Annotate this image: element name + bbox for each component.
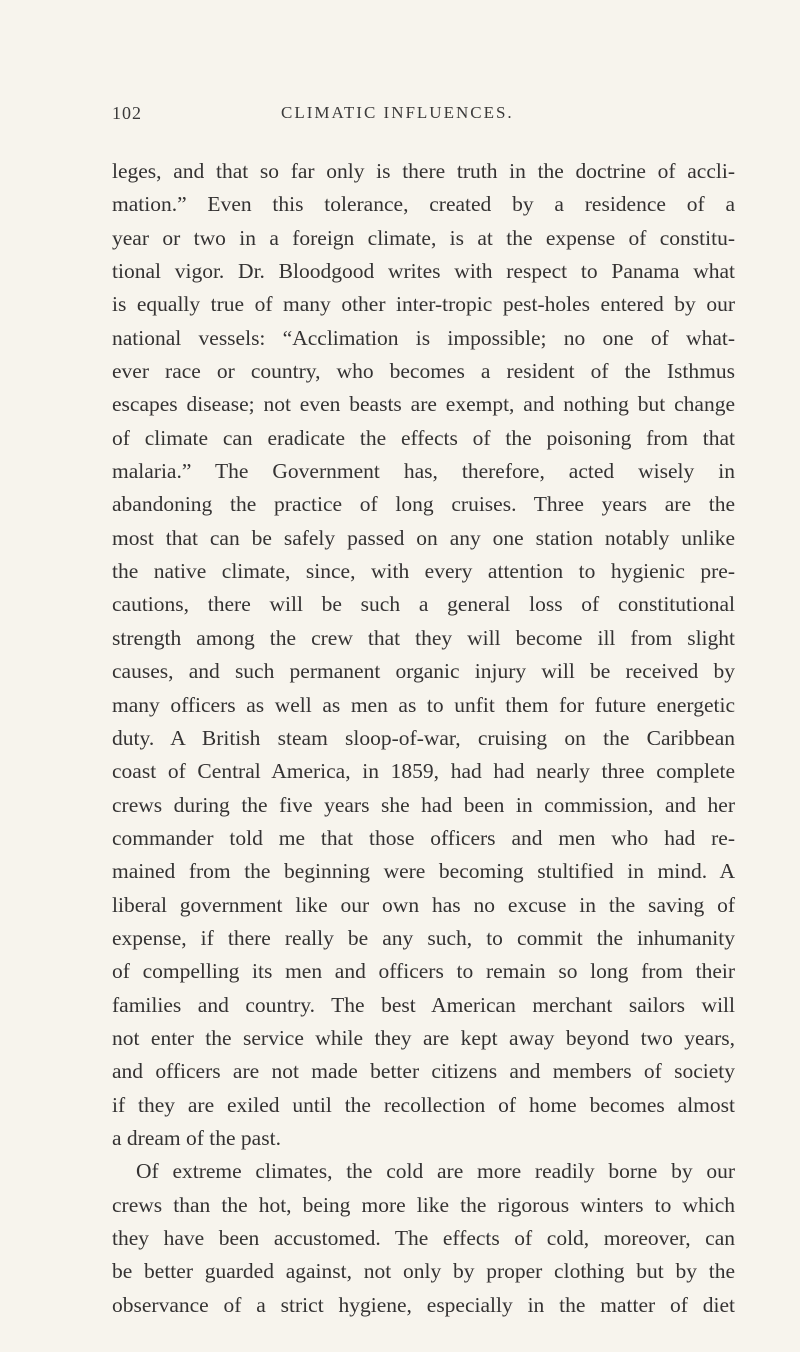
text-line: many officers as well as men as to unfit them for future energetic: [112, 692, 735, 717]
text-line: escapes disease; not even beasts are exempt, and nothing but change: [112, 392, 735, 417]
page-header: [112, 103, 736, 127]
text-line: the native climate, since, with every attention to hygienic pre-: [112, 559, 735, 584]
text-line: national vessels: “Acclimation is impossible; no one of what-: [112, 325, 735, 350]
running-title: CLIMATIC INFLUENCES.: [281, 103, 514, 122]
text-line: leges, and that so far only is there truth in the doctrine of accli-: [112, 159, 735, 183]
text-line: abandoning the practice of long cruises. Three years are the: [112, 492, 735, 517]
page-number: 102: [112, 103, 142, 123]
text-line: strength among the crew that they will become ill from slight: [112, 625, 735, 650]
text-line: liberal government like our own has no excuse in the saving of: [112, 892, 735, 917]
text-line: mation.” Even this tolerance, created by a residence of a: [112, 192, 735, 217]
paragraph-end-line: a dream of the past.: [112, 1125, 281, 1150]
text-line: not enter the service while they are kept away beyond two years,: [112, 1025, 735, 1050]
text-line: observance of a strict hygiene, especially in the matter of diet: [112, 1292, 735, 1317]
text-line: mained from the beginning were becoming stultified in mind. A: [112, 859, 735, 884]
paragraph-start-line: Of extreme climates, the cold are more readily borne by our: [136, 1159, 735, 1184]
text-line: if they are exiled until the recollection of home becomes almost: [112, 1092, 735, 1117]
text-line: duty. A British steam sloop-of-war, cruising on the Caribbean: [112, 725, 735, 750]
text-line: and officers are not made better citizens and members of society: [112, 1059, 735, 1084]
text-line: families and country. The best American merchant sailors will: [112, 992, 735, 1017]
text-line: be better guarded against, not only by proper clothing but by the: [112, 1259, 735, 1284]
text-line: of climate can eradicate the effects of the poisoning from that: [112, 425, 735, 450]
text-line: of compelling its men and officers to remain so long from their: [112, 959, 735, 984]
text-line: coast of Central America, in 1859, had had nearly three complete: [112, 759, 735, 784]
text-line: crews than the hot, being more like the rigorous winters to which: [112, 1192, 735, 1217]
text-line: crews during the five years she had been in commission, and her: [112, 792, 735, 817]
text-line: ever race or country, who becomes a resident of the Isthmus: [112, 359, 735, 384]
text-line: year or two in a foreign climate, is at the expense of constitu-: [112, 225, 735, 250]
text-line: they have been accustomed. The effects of cold, moreover, can: [112, 1226, 735, 1250]
body-text: [112, 155, 735, 1322]
text-line: malaria.” The Government has, therefore, acted wisely in: [112, 459, 735, 484]
text-line: causes, and such permanent organic injury will be received by: [112, 659, 735, 684]
text-line: tional vigor. Dr. Bloodgood writes with respect to Panama what: [112, 259, 735, 284]
text-line: most that can be safely passed on any one station notably unlike: [112, 525, 735, 550]
text-line: cautions, there will be such a general loss of constitutional: [112, 592, 735, 617]
text-line: commander told me that those officers and men who had re-: [112, 825, 735, 850]
text-line: expense, if there really be any such, to commit the inhumanity: [112, 925, 735, 950]
text-line: is equally true of many other inter-tropic pest-holes entered by our: [112, 292, 735, 317]
